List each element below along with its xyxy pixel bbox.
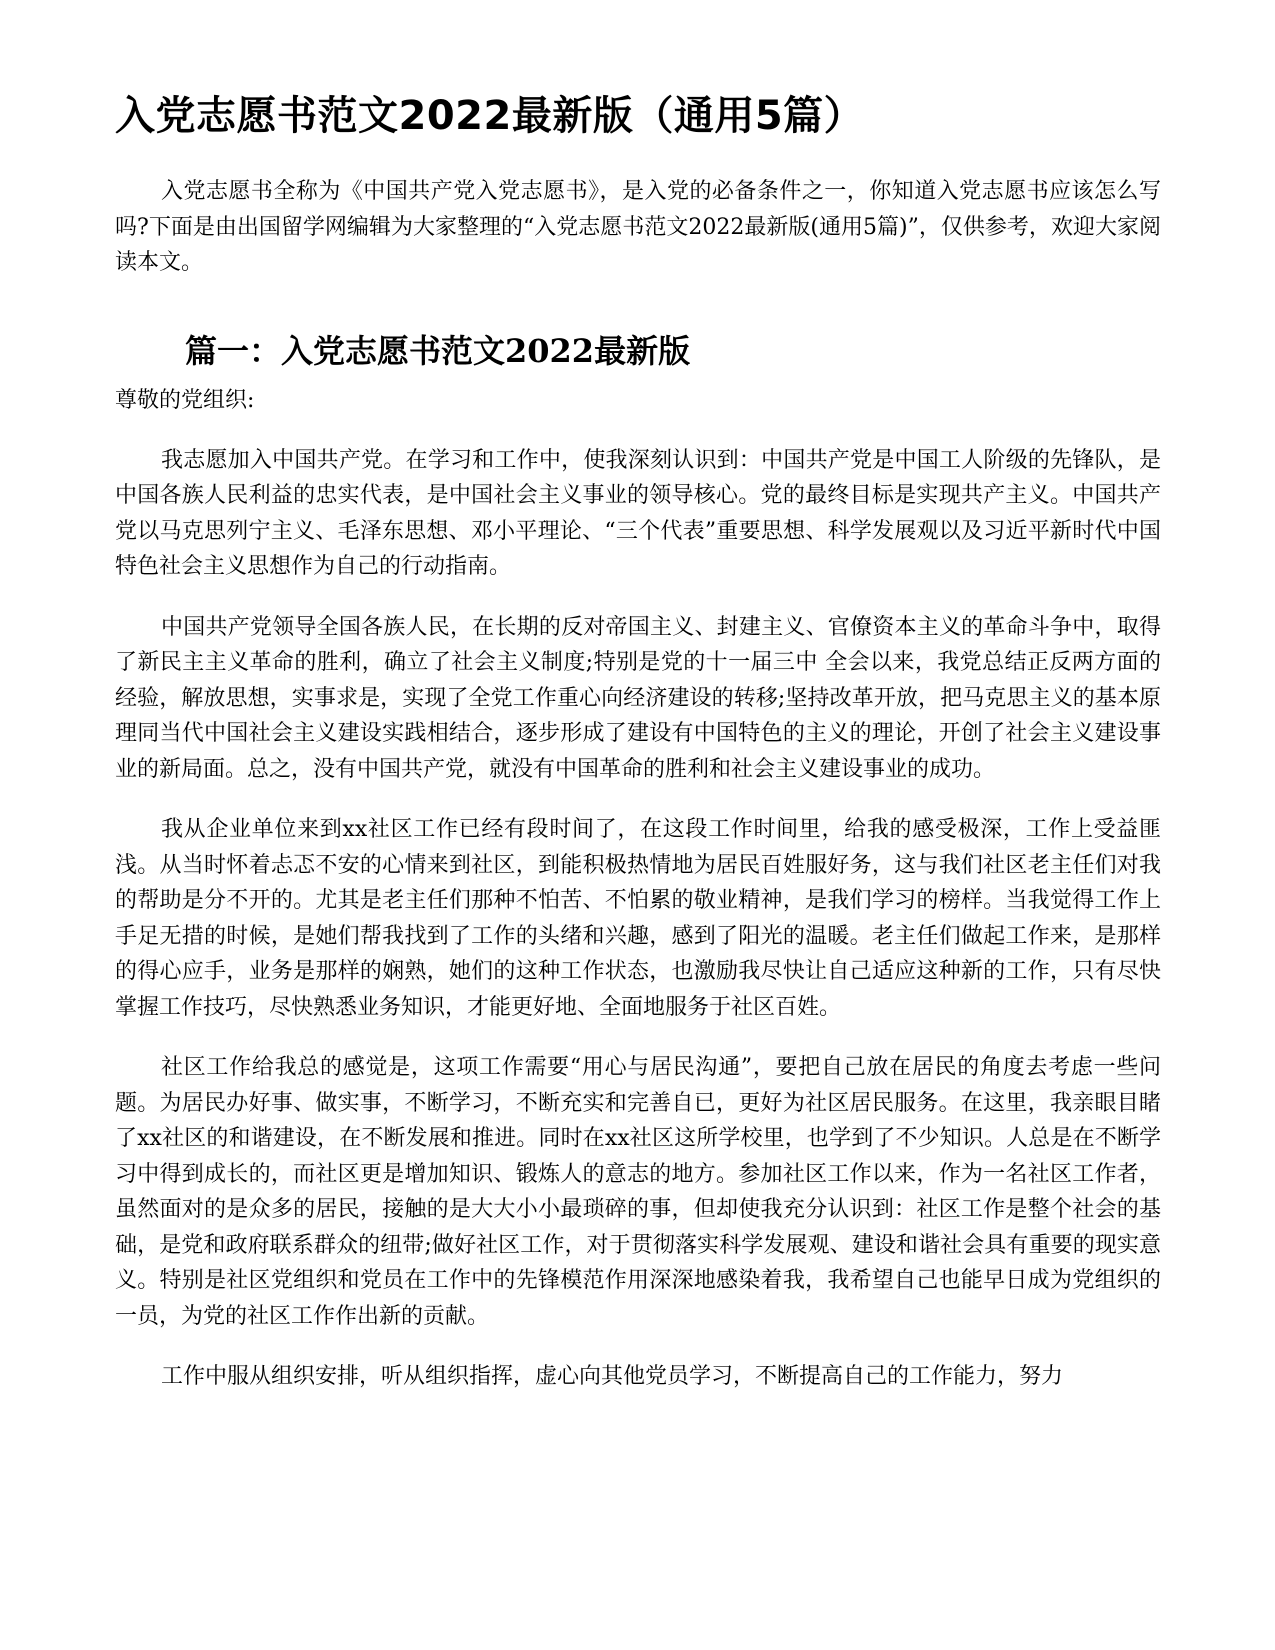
body-paragraph: 我志愿加入中国共产党。在学习和工作中，使我深刻认识到：中国共产党是中国工人阶级的先锋队，是中国各族人民利益的忠实代表，是中国社会主义事业的领导核心。党的最终目标是实现共产主义。中国共产党以马克思列宁主义、毛泽东思想、邓小平理论、“三个代表”重要思想、科学发展观以及习近平新时代中国特色社会主义思想作为自己的行动指南。 [115,447,1161,579]
salutation: 尊敬的党组织: [115,387,255,413]
intro-paragraph: 入党志愿书全称为《中国共产党入党志愿书》，是入党的必备条件之一，你知道入党志愿书应该怎么写吗?下面是由出国留学网编辑为大家整理的“入党志愿书范文2022最新版(通用5篇)”，仅供参考，欢迎大家阅读本文。 [115,179,1161,275]
section-heading: 篇一：入党志愿书范文2022最新版 [185,331,691,370]
body-paragraph: 工作中服从组织安排，听从组织指挥，虚心向其他党员学习，不断提高自己的工作能力，努力 [161,1364,1064,1389]
body-paragraph: 中国共产党领导全国各族人民，在长期的反对帝国主义、封建主义、官僚资本主义的革命斗争中，取得了新民主主义革命的胜利，确立了社会主义制度;特别是党的十一届三中 全会以来，我党总结正反两方面的经验，解放思想，实事求是，实现了全党工作重心向经济建设的转移;坚持改革开放，把马克思主义的基本原理同当代中国社会主义建设实践相结合，逐步形成了建设有中国特色的主义的理论，开创了社会主义建设事业的新局面。总之，没有中国共产党，就没有中国革命的胜利和社会主义建设事业的成功。 [115,614,1161,782]
body-paragraph: 社区工作给我总的感觉是，这项工作需要“用心与居民沟通”，要把自己放在居民的角度去考虑一些问题。为居民办好事、做实事，不断学习，不断充实和完善自已，更好为社区居民服务。在这里，我亲眼目睹了xx社区的和谐建设，在不断发展和推进。同时在xx社区这所学校里，也学到了不少知识。人总是在不断学习中得到成长的，而社区更是增加知识、锻炼人的意志的地方。参加社区工作以来，作为一名社区工作者，虽然面对的是众多的居民，接触的是大大小小最琐碎的事，但却使我充分认识到：社区工作是整个社会的基础，是党和政府联系群众的纽带;做好社区工作，对于贯彻落实科学发展观、建设和谐社会具有重要的现实意义。特别是社区党组织和党员在工作中的先锋模范作用深深地感染着我，我希望自己也能早日成为党组织的一员，为党的社区工作作出新的贡献。 [115,1055,1161,1329]
document-page [115,88,1161,1420]
document-title: 入党志愿书范文2022最新版（通用5篇） [115,93,865,139]
body-paragraph: 我从企业单位来到xx社区工作已经有段时间了，在这段工作时间里，给我的感受极深，工作上受益匪浅。从当时怀着忐忑不安的心情来到社区，到能积极热情地为居民百姓服好务，这与我们社区老主任们对我的帮助是分不开的。尤其是老主任们那种不怕苦、不怕累的敬业精神，是我们学习的榜样。当我觉得工作上手足无措的时候，是她们帮我找到了工作的头绪和兴趣，感到了阳光的温暖。老主任们做起工作来，是那样的得心应手，业务是那样的娴熟，她们的这种工作状态，也激励我尽快让自己适应这种新的工作，只有尽快掌握工作技巧，尽快熟悉业务知识，才能更好地、全面地服务于社区百姓。 [115,817,1161,1020]
